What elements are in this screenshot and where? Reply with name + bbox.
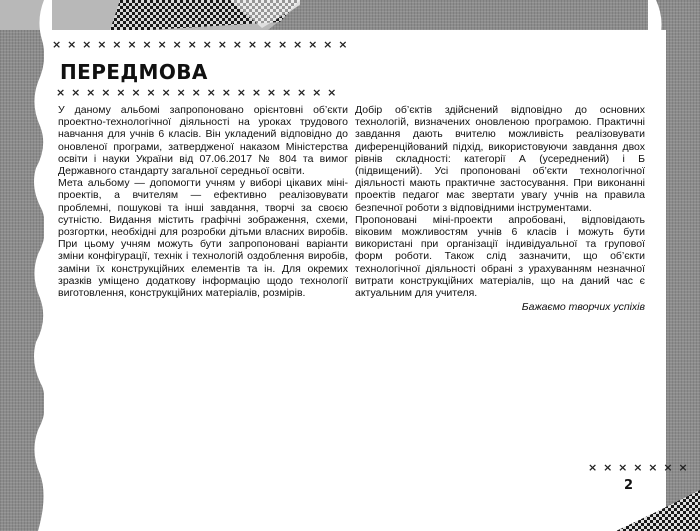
text-column-left (58, 104, 348, 299)
paragraph: Добір об’єктів здійснений відповідно до основних технологій, визначених оновленою програмою. Практичні завдання дають вчителю можливість реалізовувати диференційований підхід, використовуючи завдання двох рівнів складності: категорії А (усереднений) і Б (підвищений). Усі пропоновані об’єкти технологічної діяльності мають практичне застосування. При виконанні проектів педагог має звертати увагу учнів на правила безпечної роботи з відповідними інструментами. (355, 104, 645, 214)
paragraph: Мета альбому — допомогти учням у виборі цікавих міні-проектів, а вчителям — ефективно реалізовувати проблемні, пошукові та інші завдання, творчі за своєю сутністю. Видання містить графічні зображення, схеми, розгортки, необхідні для розробки дітьми власних виробів. При цьому учням можуть бути запропоновані варіанти зміни конфігурації, технік і технологій оздоблення виробів, заміни їх конструкційних елементів та ін. Для окремих зразків уміщено додаткову інформацію щодо технології виготовлення, конструкційних матеріалів, розмірів. (58, 177, 348, 300)
torn-edge-left (30, 0, 52, 531)
sign-off: Бажаємо творчих успіхів (521, 301, 645, 314)
cross-row-under-title: × × × × × × × × × × × × × × × × × × × (56, 86, 338, 99)
page-number: 2 (624, 478, 634, 493)
cross-stitch-bottom-decoration (596, 490, 700, 531)
page-title: ПЕРЕДМОВА (60, 60, 208, 84)
paragraph: Пропоновані міні-проекти апробовані, відповідають віковим можливостям учнів 6 класів і можуть бути використані при організації індивідуальної та групової форм роботи. Також слід зазначити, що об’єкти технологічної діяльності обрані з урахуванням незначної витрати конструкційних матеріалів, що на даний час є актуальним для учителя. (355, 213, 645, 300)
paragraph: У даному альбомі запропоновано орієнтовні об’єкти проектно-технологічної діяльності на уроках трудового навчання для учнів 6 класів. Він укладений відповідно до оновленої програми, затвердженої наказом Міністерства освіти і науки України від 07.06.2017 № 804 та вимог Державного стандарту загальної середньої освіти. (58, 104, 348, 178)
torn-edge-right (648, 0, 670, 531)
cross-row-bottom-right: × × × × × × × (588, 461, 689, 474)
cross-row-top: × × × × × × × × × × × × × × × × × × × × (52, 38, 349, 51)
text-column-right (355, 104, 645, 313)
